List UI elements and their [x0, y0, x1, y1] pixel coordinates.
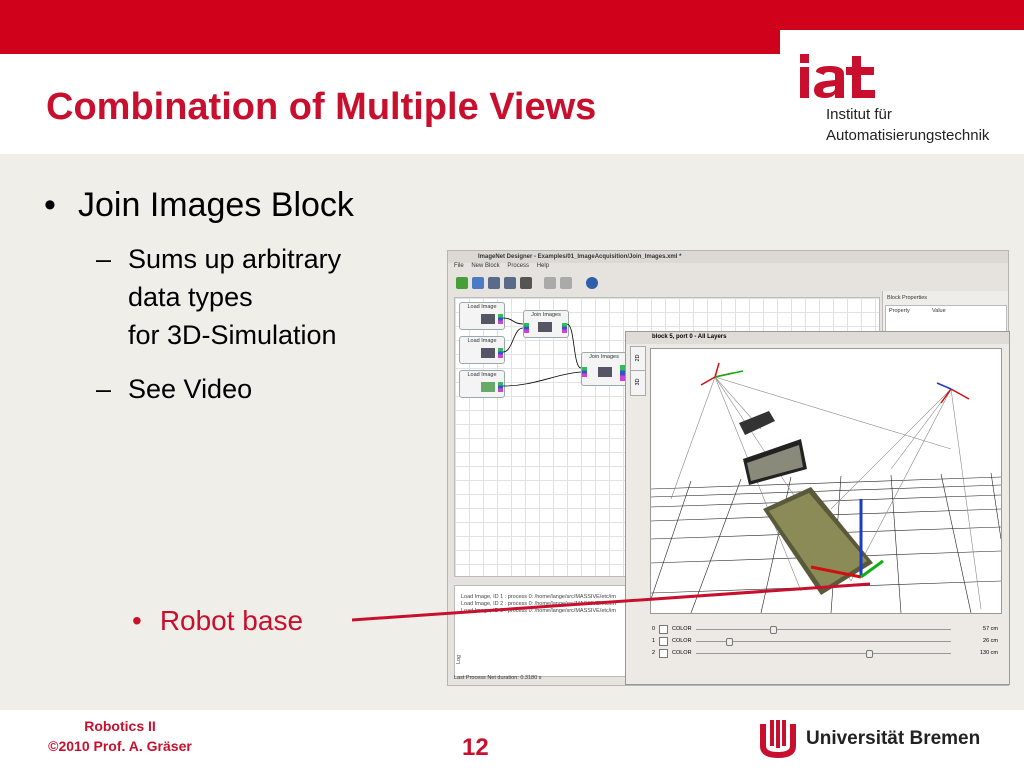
- slide-title: Combination of Multiple Views: [46, 86, 597, 128]
- block-title: Join Images: [531, 312, 561, 318]
- menu-help[interactable]: Help: [536, 263, 550, 269]
- copyright: ©2010 Prof. A. Gräser: [48, 738, 192, 754]
- 3d-scene[interactable]: [650, 348, 1002, 614]
- tab-3d[interactable]: [630, 370, 646, 396]
- layer-index: 2: [652, 650, 656, 656]
- layer-row-2: [650, 648, 1000, 660]
- tab-2d-label: 2D: [635, 354, 641, 362]
- layer-checkbox[interactable]: [659, 625, 668, 634]
- layer-slider-knob[interactable]: [866, 650, 873, 658]
- institute-line2: Automatisierungstechnik: [826, 127, 990, 144]
- status-bar: Last Process Net duration: 0.3180 s: [454, 675, 542, 681]
- layer-slider-track[interactable]: [696, 629, 951, 630]
- institute-name: [826, 104, 989, 146]
- university-name: Universität Bremen: [806, 728, 981, 749]
- layer-value: 57 cm: [983, 626, 998, 632]
- sub-bullet-1-line1: Sums up arbitrary: [128, 244, 342, 274]
- new-icon[interactable]: [456, 277, 468, 289]
- sub-bullet-1-line3: for 3D-Simulation: [128, 320, 337, 350]
- layer-label: COLOR: [672, 626, 692, 632]
- menu-file[interactable]: File: [454, 263, 464, 269]
- log-line: Load Image, ID 2 : process 0: /home/lange/src/MASSIVE/etc/im: [461, 601, 616, 607]
- layer-index: 0: [652, 626, 656, 632]
- layer-slider-knob[interactable]: [726, 638, 733, 646]
- view-window-title: block 5, port 0 - All Layers: [652, 334, 727, 340]
- save-as-icon[interactable]: [504, 277, 516, 289]
- block-title: Join Images: [589, 354, 619, 360]
- page-number: 12: [462, 734, 489, 761]
- help-icon[interactable]: [586, 277, 598, 289]
- layer-checkbox[interactable]: [659, 649, 668, 658]
- run-icon[interactable]: [544, 277, 556, 289]
- block-properties-title: Block Properties: [887, 295, 928, 301]
- course-name: Robotics II: [84, 718, 156, 734]
- robot-base-label: Robot base: [159, 605, 304, 636]
- bullet-main-text: Join Images Block: [78, 186, 354, 224]
- designer-titlebar: [448, 251, 1008, 263]
- layer-slider-track[interactable]: [696, 653, 951, 654]
- open-icon[interactable]: [472, 277, 484, 289]
- layer-index: 1: [652, 638, 656, 644]
- block-title: Load Image: [467, 372, 497, 378]
- footer-credits: [40, 716, 200, 756]
- property-column-header: Property: [889, 308, 910, 314]
- layer-value: 130 cm: [979, 650, 998, 656]
- designer-window-title: ImageNet Designer - Examples/01_ImageAcquisition/Join_Images.xml *: [478, 254, 682, 260]
- view-window: [625, 331, 1010, 685]
- layer-value: 26 cm: [983, 638, 998, 644]
- view-titlebar: [626, 332, 1009, 344]
- menu-process[interactable]: Process: [507, 263, 530, 269]
- robot-base-annotation: • Robot base: [132, 605, 304, 636]
- export-icon[interactable]: [520, 277, 532, 289]
- layer-sliders: [650, 620, 1000, 678]
- layer-row-0: [650, 624, 1000, 636]
- sub-bullet-2-text: See Video: [128, 374, 253, 404]
- institute-line1: Institut für: [826, 106, 892, 123]
- tab-3d-label: 3D: [635, 378, 641, 386]
- block-title: Load Image: [467, 304, 497, 310]
- step-icon[interactable]: [560, 277, 572, 289]
- sub-bullet-1-line2: data types: [128, 282, 253, 312]
- bullet-main: • Join Images Block: [44, 186, 354, 224]
- iat-logo: [800, 52, 890, 100]
- tab-2d[interactable]: [630, 346, 646, 372]
- value-column-header: Value: [932, 308, 946, 314]
- layer-checkbox[interactable]: [659, 637, 668, 646]
- log-tab[interactable]: Log: [456, 654, 463, 665]
- menu-new-block[interactable]: New Block: [471, 263, 500, 269]
- block-title: Load Image: [467, 338, 497, 344]
- log-line: Load Image, ID 1 : process 0: /home/lange/src/MASSIVE/etc/im: [461, 594, 616, 600]
- save-icon[interactable]: [488, 277, 500, 289]
- designer-menubar: [448, 263, 1008, 274]
- layer-slider-knob[interactable]: [770, 626, 777, 634]
- log-line: Load Image, ID 3 : process 0: /home/lange/src/MASSIVE/etc/im: [461, 608, 616, 614]
- layer-label: COLOR: [672, 650, 692, 656]
- layer-slider-track[interactable]: [696, 641, 951, 642]
- layer-row-1: [650, 636, 1000, 648]
- layer-label: COLOR: [672, 638, 692, 644]
